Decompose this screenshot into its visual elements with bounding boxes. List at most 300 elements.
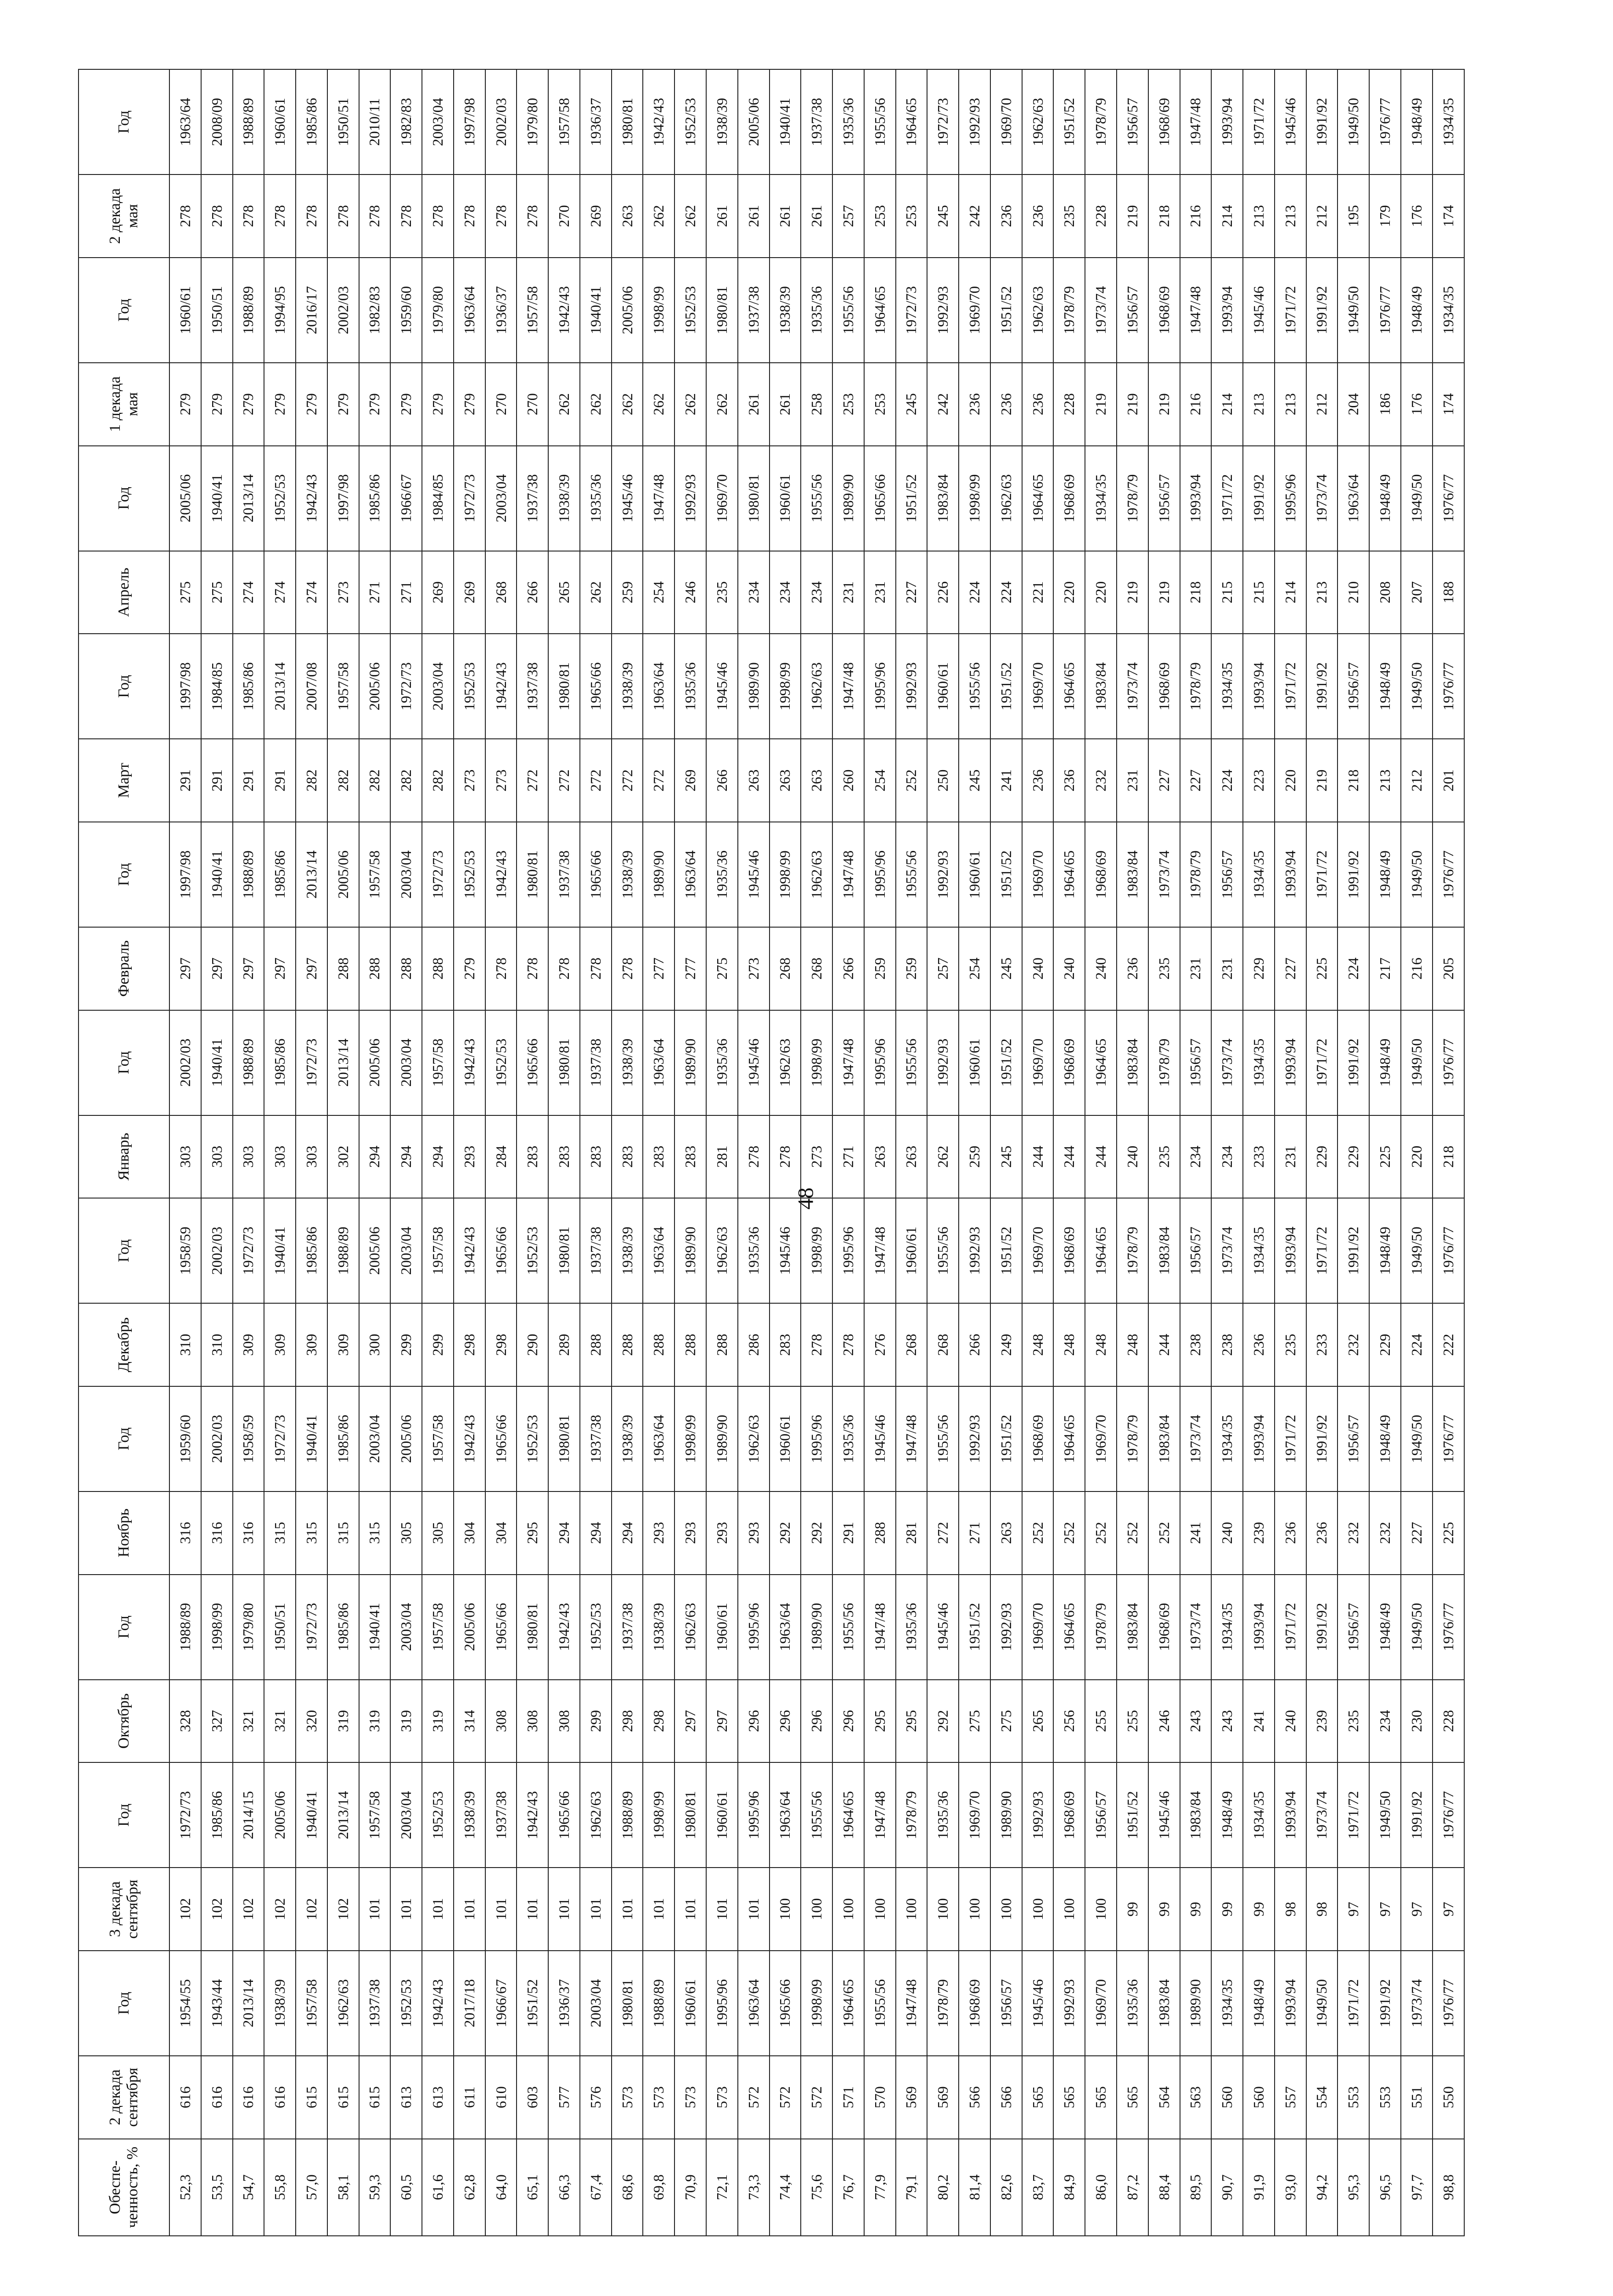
table-cell: 563 [1180,2056,1212,2139]
table-cell: 1963/64 [738,1951,770,2056]
table-cell: 291 [233,739,264,822]
table-cell: 1989/90 [643,822,674,927]
table-cell: 1972/73 [296,1010,327,1115]
column-header: Октябрь [79,1680,169,1763]
table-cell: 1978/79 [1180,634,1212,739]
table-cell: 1992/93 [1053,1951,1085,2056]
table-cell: 219 [1148,551,1180,634]
table-cell: 2013/14 [264,634,296,739]
table-cell: 1934/35 [1085,446,1117,551]
table-cell: 288 [390,927,422,1010]
table-cell: 2002/03 [169,1010,201,1115]
table-cell: 1971/72 [1338,1762,1369,1868]
table-cell: 98 [1306,1868,1338,1951]
table-row [1053,69,1085,2236]
table-cell: 84,9 [1053,2139,1085,2236]
table-cell: 1962/63 [738,1386,770,1491]
table-cell: 100 [990,1868,1022,1951]
table-cell: 218 [1338,739,1369,822]
table-cell: 101 [517,1868,548,1951]
table-cell: 1962/63 [674,1575,706,1680]
table-cell: 294 [390,1115,422,1199]
table-cell: 1968/69 [1148,258,1180,363]
table-cell: 1952/53 [264,446,296,551]
table-cell: 560 [1211,2056,1243,2139]
table-cell: 570 [864,2056,896,2139]
table-cell: 1971/72 [1338,1951,1369,2056]
table-cell: 1952/53 [454,822,485,927]
table-cell: 1983/84 [1180,1762,1212,1868]
table-cell: 1956/57 [1180,1010,1212,1115]
table-cell: 212 [1306,174,1338,258]
table-cell: 1979/80 [233,1575,264,1680]
table-cell: 1957/58 [422,1010,454,1115]
table-cell: 240 [1085,927,1117,1010]
table-cell: 1985/86 [264,822,296,927]
table-cell: 553 [1369,2056,1401,2139]
table-cell: 97,7 [1401,2139,1433,2236]
table-cell: 75,6 [801,2139,832,2236]
table-cell: 218 [1148,174,1180,258]
table-cell: 1950/51 [327,69,359,174]
table-cell: 553 [1338,2056,1369,2139]
table-cell: 1995/96 [864,822,896,927]
table-cell: 227 [1275,927,1306,1010]
table-cell: 224 [1338,927,1369,1010]
table-cell: 1972/73 [169,1762,201,1868]
table-cell: 1968/69 [1022,1386,1054,1491]
table-cell: 315 [296,1491,327,1575]
table-cell: 219 [1117,363,1148,446]
table-cell: 210 [1338,551,1369,634]
table-cell: 101 [390,1868,422,1951]
table-cell: 74,4 [770,2139,801,2236]
table-cell: 1951/52 [990,1010,1022,1115]
table-cell: 261 [738,174,770,258]
table-cell: 1993/94 [1243,634,1275,739]
table-cell: 1992/93 [927,1010,959,1115]
table-cell: 1965/66 [485,1198,517,1303]
table-cell: 1991/92 [1338,1198,1369,1303]
table-row [832,69,864,2236]
table-cell: 240 [1211,1491,1243,1575]
table-cell: 1972/73 [233,1198,264,1303]
table-cell: 1993/94 [1211,258,1243,363]
table-cell: 250 [927,739,959,822]
table-cell: 1973/74 [1211,1198,1243,1303]
table-cell: 262 [674,363,706,446]
table-row [454,69,485,2236]
table-cell: 282 [359,739,391,822]
table-cell: 224 [1211,739,1243,822]
table-cell: 1962/63 [990,446,1022,551]
table-cell: 72,1 [706,2139,738,2236]
table-cell: 270 [517,363,548,446]
table-cell: 261 [706,174,738,258]
table-cell: 1991/92 [1306,634,1338,739]
table-cell: 268 [770,927,801,1010]
table-cell: 272 [517,739,548,822]
table-cell: 1985/86 [233,634,264,739]
table-cell: 1993/94 [1275,1762,1306,1868]
table-cell: 1956/57 [1180,1198,1212,1303]
table-cell: 213 [1243,363,1275,446]
table-cell: 60,5 [390,2139,422,2236]
table-row [706,69,738,2236]
table-cell: 261 [770,363,801,446]
table-cell: 97 [1401,1868,1433,1951]
table-cell: 1965/66 [770,1951,801,2056]
table-cell: 576 [580,2056,612,2139]
table-cell: 273 [454,739,485,822]
table-cell: 278 [359,174,391,258]
table-row [1148,69,1180,2236]
table-cell: 262 [643,174,674,258]
table-cell: 1960/61 [959,1010,990,1115]
table-cell: 315 [264,1491,296,1575]
table-cell: 99 [1180,1868,1212,1951]
column-header: Год [79,1951,169,2056]
table-cell: 1964/65 [1053,634,1085,739]
table-cell: 221 [1022,551,1054,634]
table-cell: 269 [422,551,454,634]
table-cell: 1951/52 [1117,1762,1148,1868]
table-cell: 1952/53 [674,69,706,174]
table-cell: 1963/64 [770,1575,801,1680]
table-cell: 293 [674,1491,706,1575]
table-cell: 90,7 [1211,2139,1243,2236]
table-cell: 1952/53 [485,1010,517,1115]
table-cell: 224 [990,551,1022,634]
table-cell: 303 [169,1115,201,1199]
table-cell: 1965/66 [580,822,612,927]
table-cell: 1983/84 [1148,1386,1180,1491]
table-cell: 1962/63 [1022,69,1054,174]
table-cell: 235 [1053,174,1085,258]
table-cell: 1993/94 [1180,446,1212,551]
table-cell: 309 [233,1303,264,1386]
table-cell: 1969/70 [1085,1951,1117,2056]
table-cell: 101 [454,1868,485,1951]
table-cell: 1955/56 [959,634,990,739]
table-cell: 309 [296,1303,327,1386]
table-cell: 1950/51 [201,258,233,363]
table-cell: 278 [264,174,296,258]
table-cell: 271 [390,551,422,634]
table-cell: 253 [896,174,927,258]
table-cell: 1992/93 [959,1386,990,1491]
table-cell: 279 [169,363,201,446]
table-cell: 100 [1022,1868,1054,1951]
table-cell: 303 [296,1115,327,1199]
table-cell: 319 [422,1680,454,1763]
table-cell: 1968/69 [959,1951,990,2056]
column-header: 2 декада мая [79,174,169,258]
table-cell: 220 [1053,551,1085,634]
table-cell: 1960/61 [927,634,959,739]
table-cell: 1991/92 [1338,822,1369,927]
table-cell: 1988/89 [233,258,264,363]
table-cell: 1995/96 [801,1386,832,1491]
table-cell: 1964/65 [832,1762,864,1868]
table-cell: 1934/35 [1243,1198,1275,1303]
table-cell: 1957/58 [327,634,359,739]
table-cell: 1942/43 [454,1010,485,1115]
table-cell: 1949/50 [1338,69,1369,174]
table-cell: 308 [485,1680,517,1763]
table-cell: 188 [1433,551,1464,634]
table-cell: 279 [264,363,296,446]
table-cell: 1951/52 [896,446,927,551]
table-row [990,69,1022,2236]
table-cell: 1993/94 [1243,1386,1275,1491]
table-cell: 100 [832,1868,864,1951]
table-cell: 195 [1338,174,1369,258]
table-cell: 94,2 [1306,2139,1338,2236]
table-cell: 1969/70 [1022,634,1054,739]
table-cell: 1945/46 [1148,1762,1180,1868]
table-cell: 1980/81 [548,1010,580,1115]
table-cell: 1935/36 [832,1386,864,1491]
table-cell: 1956/57 [1117,258,1148,363]
table-cell: 239 [1306,1680,1338,1763]
table-cell: 1971/72 [1275,1386,1306,1491]
table-cell: 1989/90 [674,1010,706,1115]
table-row [643,69,674,2236]
table-cell: 1980/81 [674,1762,706,1868]
table-cell: 1949/50 [1338,258,1369,363]
table-cell: 1973/74 [1211,1010,1243,1115]
table-cell: 1969/70 [1022,1010,1054,1115]
table-cell: 244 [1148,1303,1180,1386]
table-cell: 1991/92 [1338,1010,1369,1115]
table-cell: 1968/69 [1053,1198,1085,1303]
table-cell: 292 [801,1491,832,1575]
table-cell: 1951/52 [990,1198,1022,1303]
table-cell: 1951/52 [1053,69,1085,174]
table-cell: 213 [1369,739,1401,822]
table-cell: 1949/50 [1306,1951,1338,2056]
table-cell: 271 [959,1491,990,1575]
table-cell: 1960/61 [959,822,990,927]
table-cell: 1993/94 [1243,1575,1275,1680]
table-cell: 1949/50 [1401,1198,1433,1303]
table-cell: 214 [1211,174,1243,258]
table-cell: 275 [959,1680,990,1763]
table-cell: 572 [801,2056,832,2139]
column-header: Ноябрь [79,1491,169,1575]
table-cell: 1989/90 [1180,1951,1212,2056]
table-cell: 1935/36 [927,1762,959,1868]
table-cell: 101 [612,1868,643,1951]
table-cell: 1988/89 [327,1198,359,1303]
table-cell: 283 [580,1115,612,1199]
table-cell: 1947/48 [896,1386,927,1491]
table-cell: 1978/79 [1085,69,1117,174]
table-cell: 227 [1401,1491,1433,1575]
table-cell: 1945/46 [1022,1951,1054,2056]
column-header: Год [79,822,169,927]
table-cell: 1940/41 [201,1010,233,1115]
table-cell: 1969/70 [1022,1575,1054,1680]
table-cell: 1978/79 [1148,1010,1180,1115]
table-cell: 1973/74 [1085,258,1117,363]
table-cell: 228 [1053,363,1085,446]
table-cell: 1976/77 [1433,1575,1464,1680]
table-cell: 241 [1243,1680,1275,1763]
table-cell: 99 [1211,1868,1243,1951]
table-cell: 299 [422,1303,454,1386]
table-cell: 1992/93 [990,1575,1022,1680]
table-cell: 1934/35 [1211,634,1243,739]
table-cell: 1935/36 [674,634,706,739]
table-cell: 1949/50 [1401,1386,1433,1491]
table-cell: 1938/39 [612,1010,643,1115]
table-cell: 293 [706,1491,738,1575]
table-row [959,69,990,2236]
table-cell: 1978/79 [927,1951,959,2056]
table-cell: 263 [990,1491,1022,1575]
table-cell: 229 [1306,1115,1338,1199]
table-cell: 1948/49 [1243,1951,1275,2056]
table-cell: 1983/84 [1117,822,1148,927]
table-cell: 220 [1401,1115,1433,1199]
table-cell: 224 [1401,1303,1433,1386]
table-cell: 1971/72 [1243,69,1275,174]
table-cell: 238 [1180,1303,1212,1386]
table-cell: 65,1 [517,2139,548,2236]
table-cell: 272 [580,739,612,822]
table-cell: 291 [169,739,201,822]
table-cell: 1958/59 [233,1386,264,1491]
table-cell: 1947/48 [832,822,864,927]
table-cell: 1948/49 [1369,1198,1401,1303]
table-cell: 1993/94 [1275,1951,1306,2056]
table-cell: 1948/49 [1401,69,1433,174]
table-cell: 261 [801,174,832,258]
table-cell: 1988/89 [169,1575,201,1680]
column-header: 1 декада мая [79,363,169,446]
table-cell: 2008/09 [201,69,233,174]
table-cell: 213 [1275,363,1306,446]
table-cell: 1935/36 [801,258,832,363]
table-cell: 81,4 [959,2139,990,2236]
table-cell: 1963/64 [643,1386,674,1491]
table-cell: 1960/61 [674,1951,706,2056]
table-cell: 262 [580,363,612,446]
table-cell: 1952/53 [517,1386,548,1491]
table-cell: 1971/72 [1306,822,1338,927]
table-cell: 83,7 [1022,2139,1054,2236]
table-cell: 1957/58 [548,69,580,174]
table-cell: 1969/70 [959,1762,990,1868]
table-cell: 234 [801,551,832,634]
table-cell: 2013/14 [327,1762,359,1868]
table-cell: 266 [832,927,864,1010]
table-cell: 310 [201,1303,233,1386]
table-cell: 291 [832,1491,864,1575]
table-cell: 176 [1401,174,1433,258]
table-cell: 1998/99 [959,446,990,551]
table-cell: 1936/37 [548,1951,580,2056]
table-cell: 615 [296,2056,327,2139]
table-cell: 298 [485,1303,517,1386]
table-cell: 2005/06 [169,446,201,551]
table-cell: 233 [1306,1303,1338,1386]
table-cell: 282 [422,739,454,822]
table-cell: 1938/39 [770,258,801,363]
table-row [612,69,643,2236]
table-cell: 297 [201,927,233,1010]
table-cell: 266 [706,739,738,822]
table-cell: 1942/43 [422,1951,454,2056]
table-cell: 1963/64 [643,1198,674,1303]
table-row [517,69,548,2236]
table-cell: 1938/39 [612,822,643,927]
table-cell: 241 [1180,1491,1212,1575]
table-cell: 1937/38 [738,258,770,363]
table-cell: 1969/70 [1022,1198,1054,1303]
table-cell: 1983/84 [1148,1951,1180,2056]
table-row [1275,69,1306,2236]
table-cell: 315 [327,1491,359,1575]
table-cell: 99 [1148,1868,1180,1951]
table-cell: 248 [1085,1303,1117,1386]
table-cell: 1955/56 [801,1762,832,1868]
table-cell: 293 [643,1491,674,1575]
table-cell: 252 [1085,1491,1117,1575]
table-cell: 1960/61 [264,69,296,174]
table-cell: 222 [1433,1303,1464,1386]
table-cell: 2005/06 [359,634,391,739]
table-cell: 58,1 [327,2139,359,2236]
table-cell: 616 [233,2056,264,2139]
table-cell: 274 [264,551,296,634]
table-cell: 1950/51 [264,1575,296,1680]
table-cell: 1973/74 [1180,1386,1212,1491]
table-cell: 1971/72 [1275,634,1306,739]
table-cell: 231 [832,551,864,634]
table-cell: 1947/48 [643,446,674,551]
table-cell: 1963/64 [770,1762,801,1868]
table-cell: 241 [990,739,1022,822]
table-cell: 1988/89 [233,822,264,927]
table-cell: 283 [674,1115,706,1199]
table-cell: 1951/52 [959,1575,990,1680]
table-cell: 1964/65 [1022,446,1054,551]
table-cell: 304 [485,1491,517,1575]
table-cell: 218 [1433,1115,1464,1199]
column-header: Март [79,739,169,822]
table-cell: 1964/65 [896,69,927,174]
table-cell: 1952/53 [454,634,485,739]
table-cell: 1963/64 [674,822,706,927]
table-cell: 1948/49 [1369,1010,1401,1115]
table-cell: 263 [801,739,832,822]
table-cell: 2016/17 [296,258,327,363]
table-cell: 252 [896,739,927,822]
table-cell: 1940/41 [580,258,612,363]
table-cell: 1947/48 [1180,69,1212,174]
table-cell: 1942/43 [296,446,327,551]
table-cell: 249 [990,1303,1022,1386]
table-cell: 176 [1401,363,1433,446]
table-cell: 573 [706,2056,738,2139]
table-cell: 262 [927,1115,959,1199]
column-header: Год [79,1010,169,1115]
table-cell: 1937/38 [580,1198,612,1303]
table-cell: 279 [422,363,454,446]
